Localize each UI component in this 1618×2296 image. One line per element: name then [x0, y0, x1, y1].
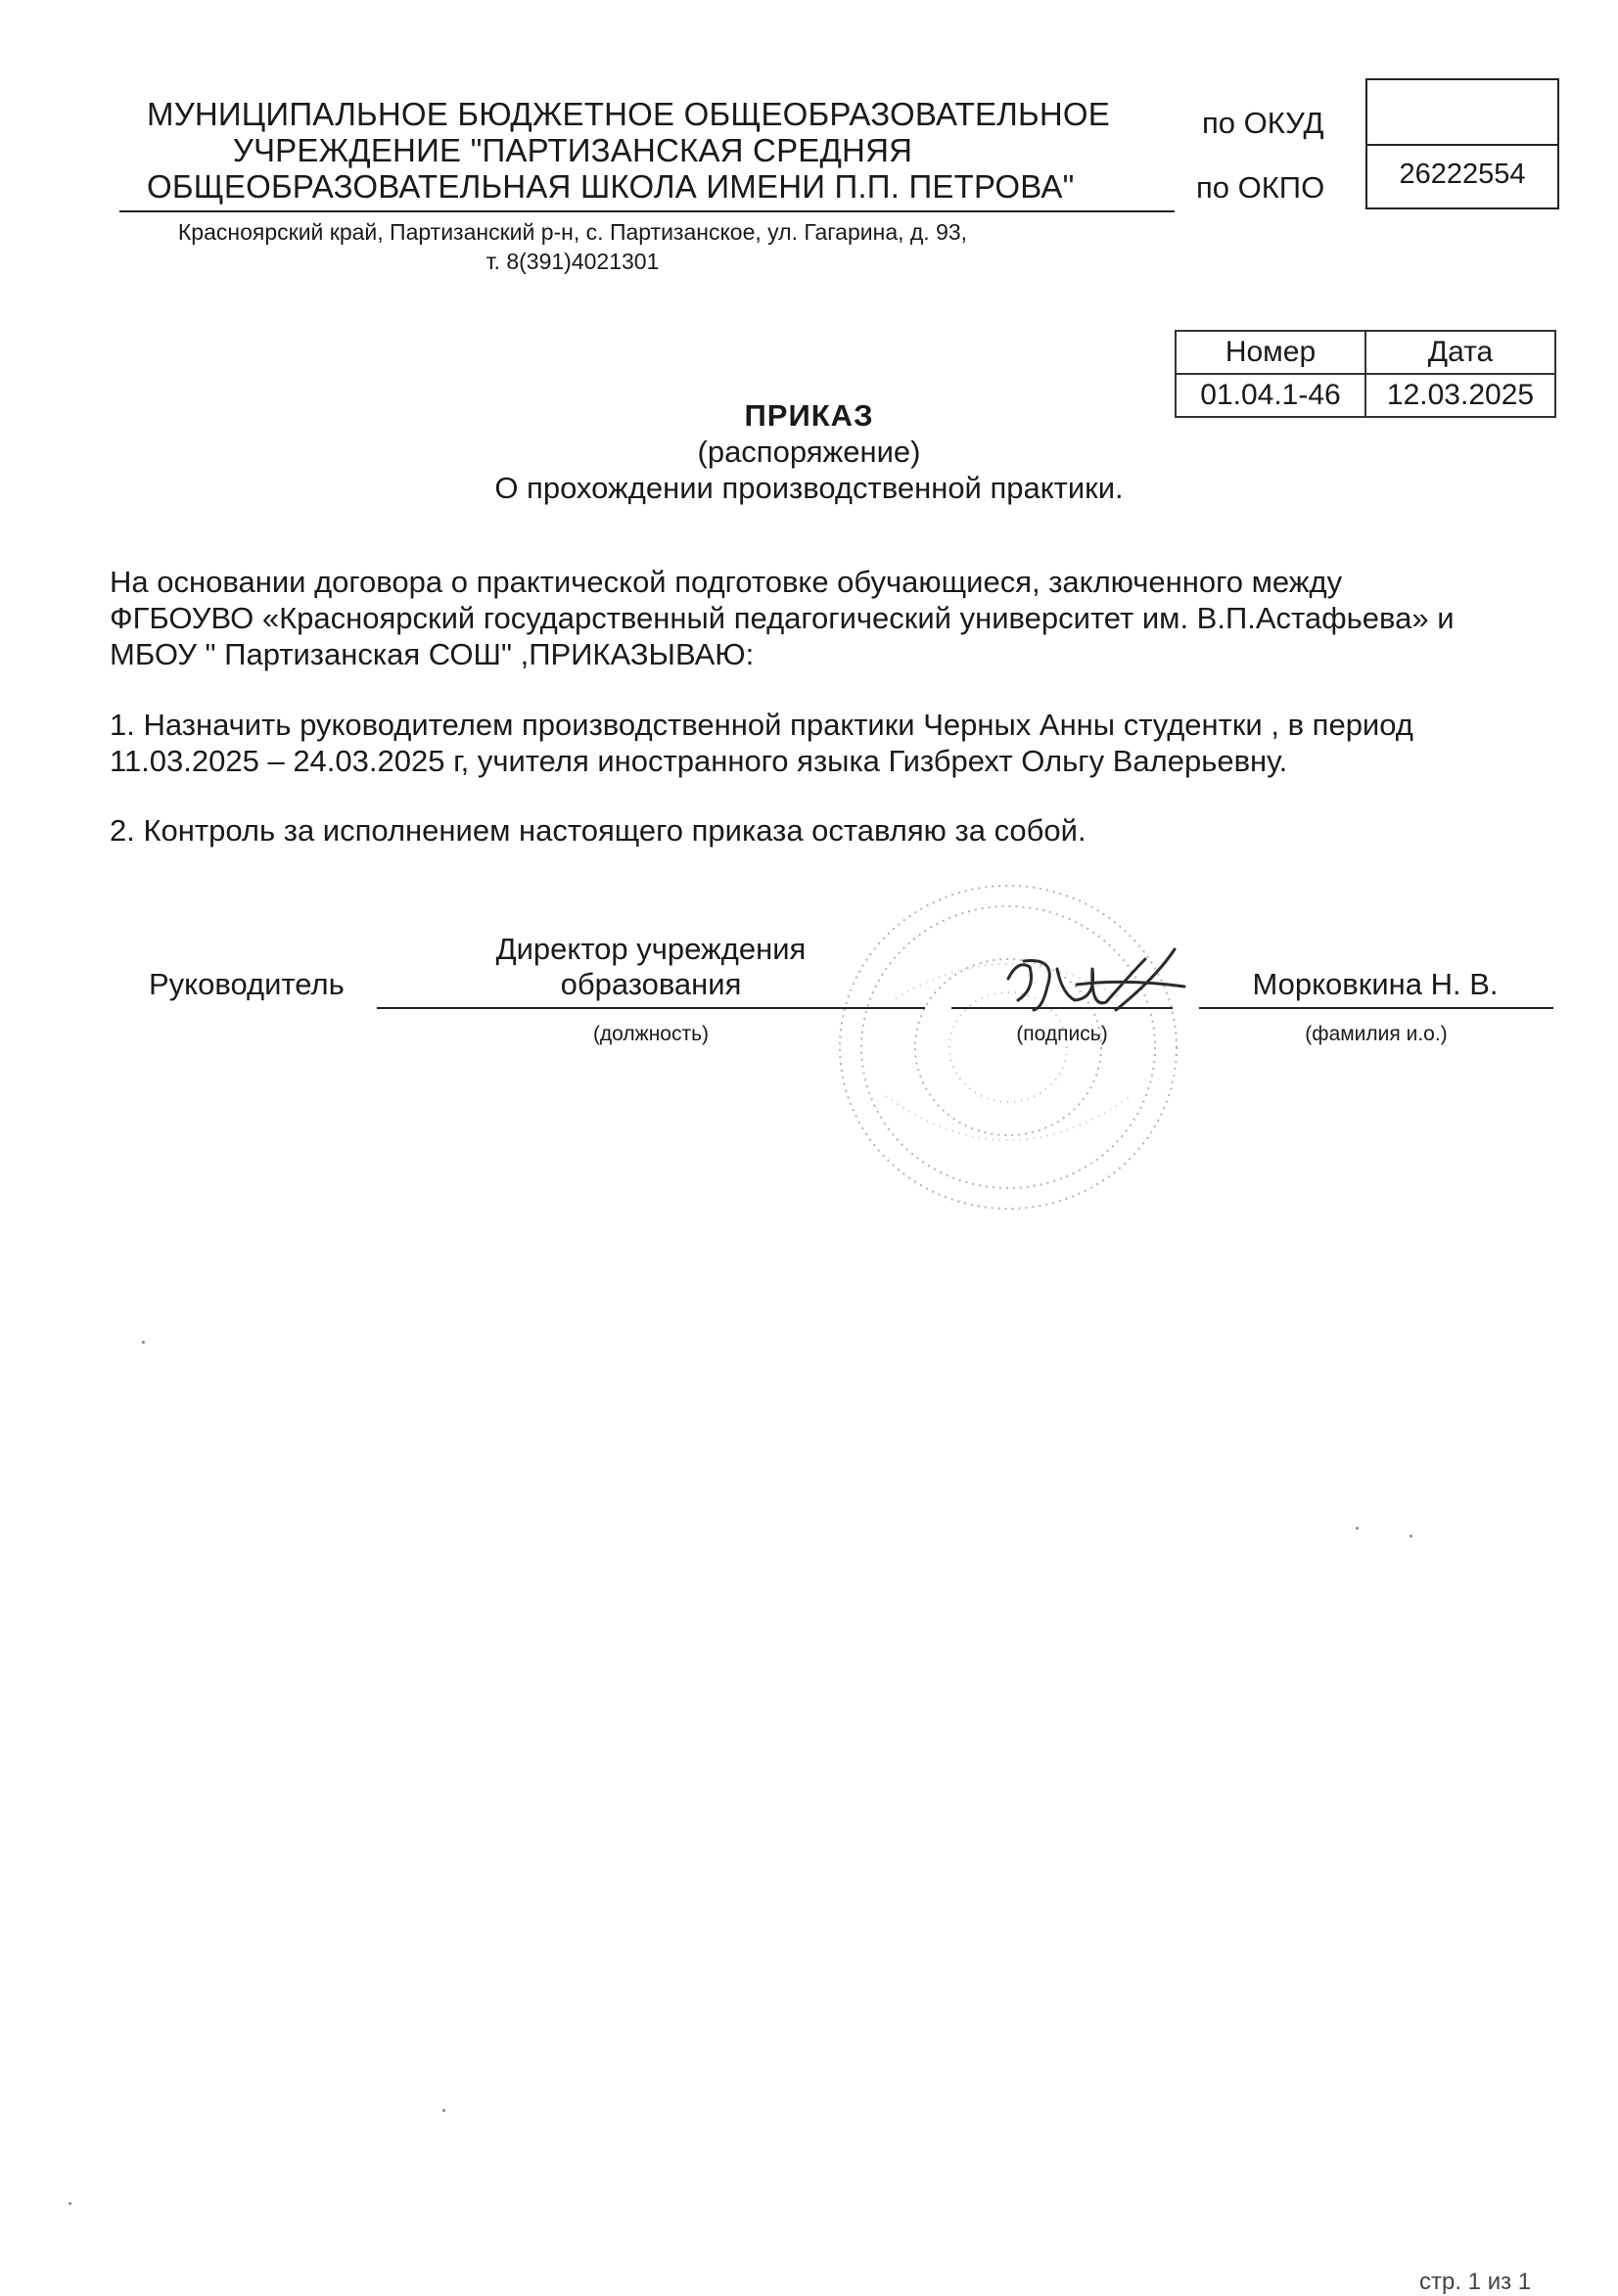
org-name-line-3: ОБЩЕОБРАЗОВАТЕЛЬНАЯ ШКОЛА ИМЕНИ П.П. ПЕТРОВА": [147, 168, 1075, 205]
organization-name: [147, 96, 1111, 205]
address-line-2: т. 8(391)4021301: [485, 249, 660, 274]
document-subtitle: (распоряжение): [697, 435, 921, 469]
scan-speck: [1356, 1527, 1359, 1530]
paragraph-line: ФГБОУВО «Красноярский государственный педагогический университет им. В.П.Астафьева» и: [110, 601, 1455, 635]
signatory-role-label: Руководитель: [149, 967, 345, 1001]
seal-stamp-icon: [827, 871, 1189, 1223]
signatory-position: [377, 932, 925, 1002]
scan-speck: [442, 2109, 445, 2112]
org-name-line-2: УЧРЕЖДЕНИЕ "ПАРТИЗАНСКАЯ СРЕДНЯЯ: [232, 132, 913, 168]
paragraph-line: МБОУ " Партизанская СОШ" ,ПРИКАЗЫВАЮ:: [110, 637, 755, 671]
paragraph-line: 11.03.2025 – 24.03.2025 г, учителя иностранного языка Гизбрехт Ольгу Валерьевну.: [110, 744, 1288, 778]
paragraph-line: 2. Контроль за исполнением настоящего приказа оставляю за собой.: [110, 813, 1086, 848]
signatory-name: Морковкина Н. В.: [1252, 967, 1499, 1001]
caption-position: (должность): [592, 1023, 710, 1045]
paragraph-line: На основании договора о практической подготовке обучающиеся, заключенного между: [110, 565, 1343, 599]
number-header: Номер: [1176, 331, 1365, 374]
scan-speck: [69, 2202, 71, 2205]
date-header: Дата: [1365, 331, 1555, 374]
paragraph-basis: [110, 564, 1578, 672]
address-line-1: Красноярский край, Партизанский р-н, с. Партизанское, ул. Гагарина, д. 93,: [177, 219, 968, 245]
paragraph-item-2: [110, 812, 1578, 849]
document-title: ПРИКАЗ: [744, 398, 874, 433]
position-underline: [377, 1007, 925, 1009]
paragraph-line: 1. Назначить руководителем производственной практики Черных Анны студентки , в период: [110, 708, 1413, 742]
order-date: 12.03.2025: [1365, 374, 1555, 417]
document-subject: О прохождении производственной практики.: [494, 471, 1124, 505]
caption-signature: (подпись): [1016, 1023, 1108, 1045]
okud-value-box: [1365, 78, 1559, 146]
signature-underline: [951, 1007, 1173, 1009]
scan-speck: [1410, 1535, 1412, 1538]
order-number: 01.04.1-46: [1176, 374, 1365, 417]
name-underline: [1199, 1007, 1553, 1009]
org-name-line-1: МУНИЦИПАЛЬНОЕ БЮДЖЕТНОЕ ОБЩЕОБРАЗОВАТЕЛЬНОЕ: [147, 96, 1111, 132]
position-line-2: образования: [560, 967, 742, 1001]
caption-name: (фамилия и.о.): [1305, 1023, 1448, 1045]
okud-label: по ОКУД: [1202, 106, 1324, 140]
page-number: стр. 1 из 1: [1419, 2269, 1532, 2295]
organization-address: [147, 217, 998, 276]
okpo-label: по ОКПО: [1196, 170, 1325, 205]
scan-speck: [142, 1341, 145, 1344]
position-line-1: Директор учреждения: [495, 932, 807, 966]
okpo-value-box: 26222554: [1365, 142, 1559, 209]
paragraph-item-1: [110, 707, 1578, 779]
header-divider: [119, 210, 1175, 212]
